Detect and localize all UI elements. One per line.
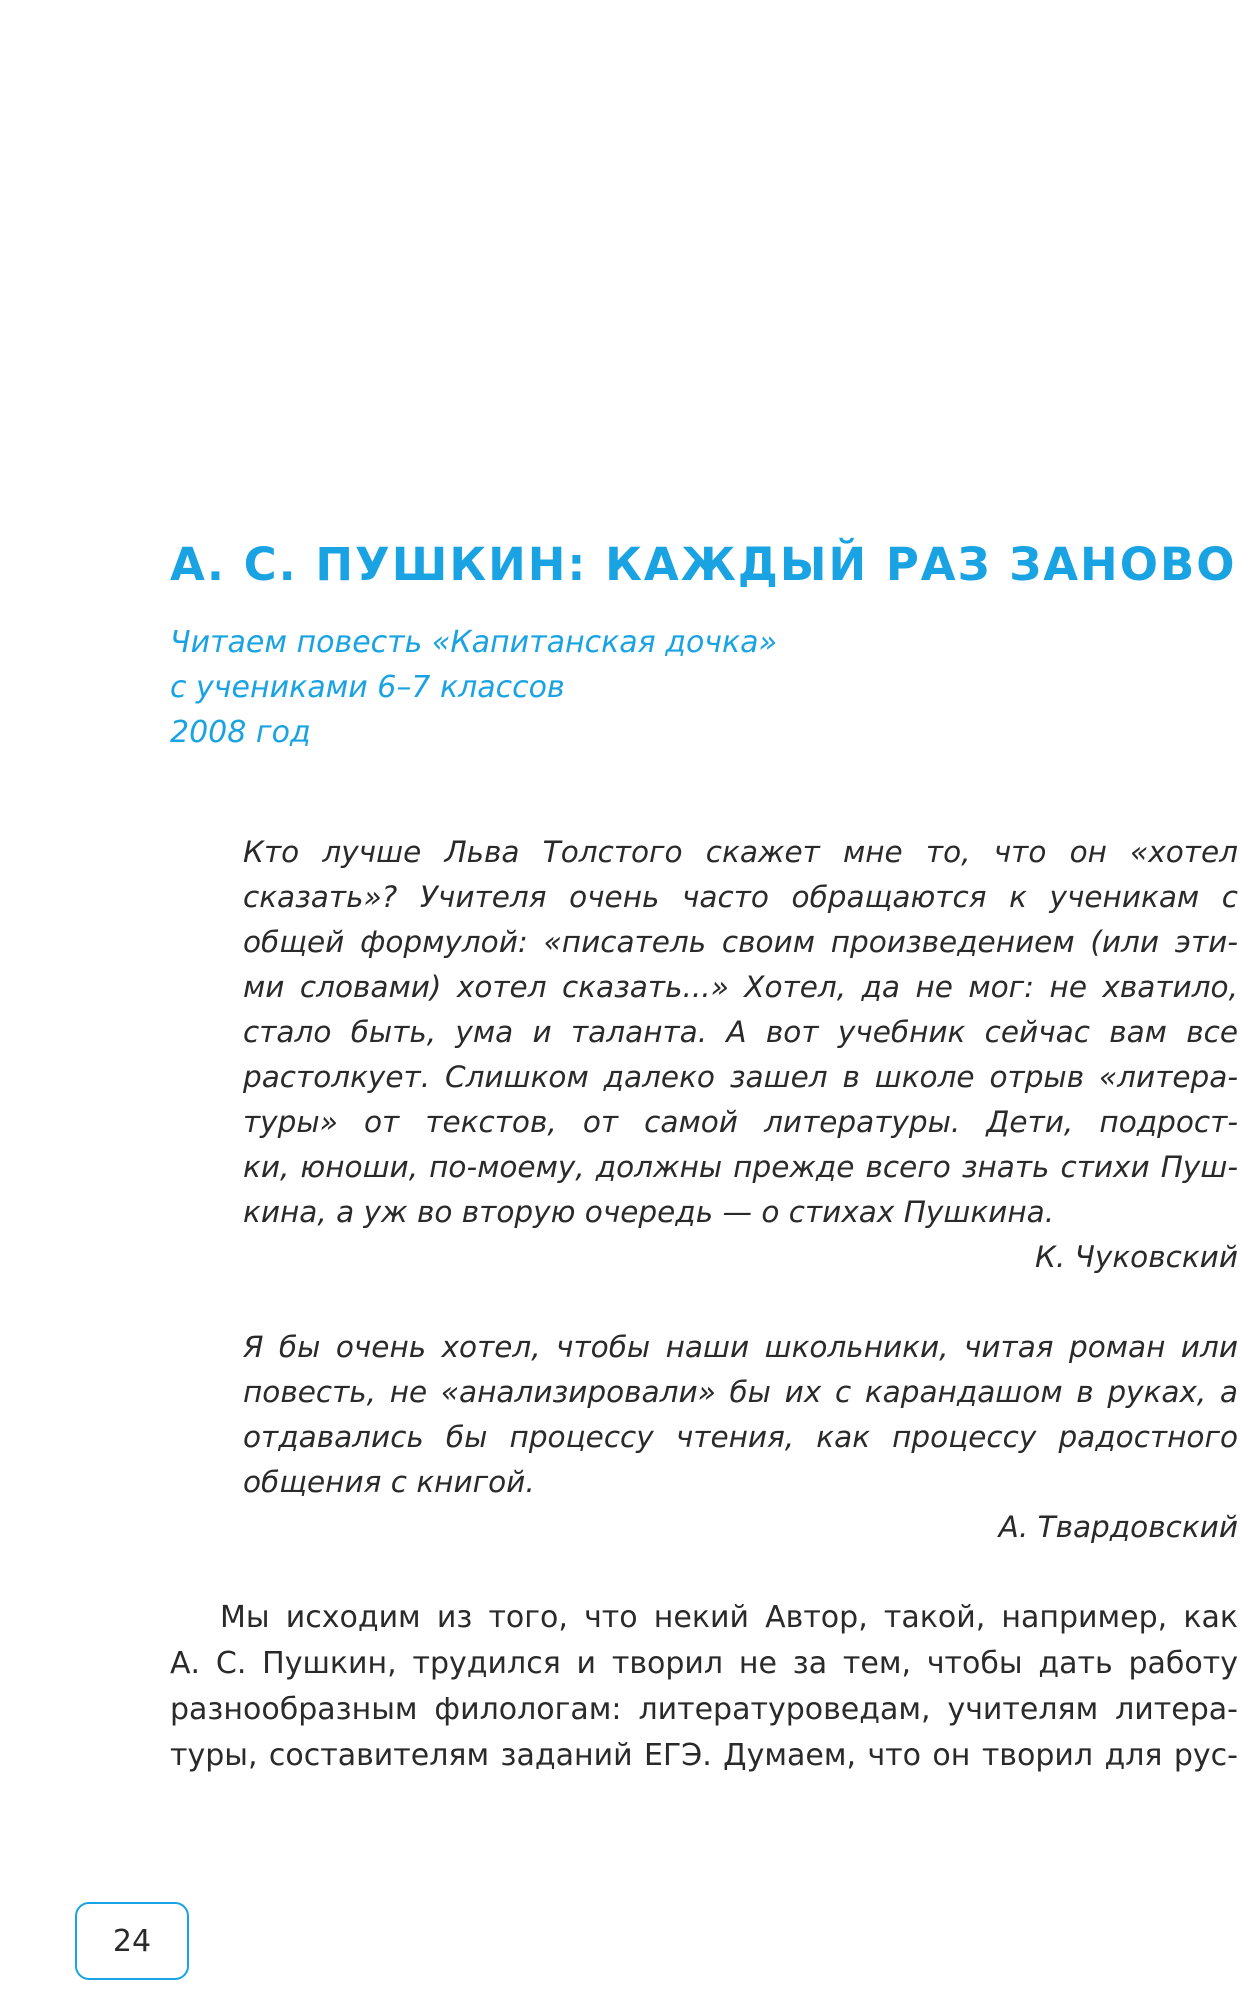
body-line: туры, составителям заданий ЕГЭ. Думаем, что он творил для рус- [170,1738,1238,1773]
body-line: А. С. Пушкин, трудился и творил не за тем, чтобы дать работу [170,1646,1238,1681]
epigraph-line: растолкует. Слишком далеко зашел в школе отрыв «литера- [243,1060,1238,1094]
page-number-box [75,1902,189,1980]
epigraph-line: отдавались бы процессу чтения, как процессу радостного [243,1420,1238,1454]
page-number: 24 [112,1923,152,1959]
epigraph-line: стало быть, ума и таланта. А вот учебник сейчас вам все [243,1015,1238,1049]
chapter-title: А. С. ПУШКИН: КАЖДЫЙ РАЗ ЗАНОВО [170,538,1237,591]
epigraph-line: туры» от текстов, от самой литературы. Дети, подрост- [243,1105,1238,1139]
epigraph-line: общения с книгой. [243,1465,535,1499]
epigraph-line: Я бы очень хотел, чтобы наши школьники, читая роман или [243,1330,1238,1364]
epigraph-author: А. Твардовский [998,1510,1238,1544]
epigraph-line: повесть, не «анализировали» бы их с карандашом в руках, а [243,1375,1238,1409]
epigraph-line: ми словами) хотел сказать...» Хотел, да не мог: не хватило, [243,970,1238,1004]
subtitle-line: с учениками 6–7 классов [170,670,565,705]
epigraph-author: К. Чуковский [1034,1240,1238,1274]
epigraph-line: ки, юноши, по-моему, должны прежде всего знать стихи Пуш- [243,1150,1238,1184]
body-line: Мы исходим из того, что некий Автор, такой, например, как [220,1600,1238,1635]
body-paragraph [170,1595,1238,1779]
subtitle-line: Читаем повесть «Капитанская дочка» [170,625,778,660]
chapter-subtitle [170,620,1070,755]
epigraph-line: кина, а уж во вторую очередь — о стихах Пушкина. [243,1195,1055,1229]
epigraph-line: общей формулой: «писатель своим произведением (или эти- [243,925,1238,959]
epigraph-tvardovsky [243,1325,1238,1550]
epigraph-line: Кто лучше Льва Толстого скажет мне то, что он «хотел [243,835,1238,869]
body-line: разнообразным филологам: литературоведам, учителям литера- [170,1692,1238,1727]
subtitle-line: 2008 год [170,715,311,750]
epigraph-chukovsky [243,830,1238,1280]
epigraph-line: сказать»? Учителя очень часто обращаются к ученикам с [243,880,1238,914]
